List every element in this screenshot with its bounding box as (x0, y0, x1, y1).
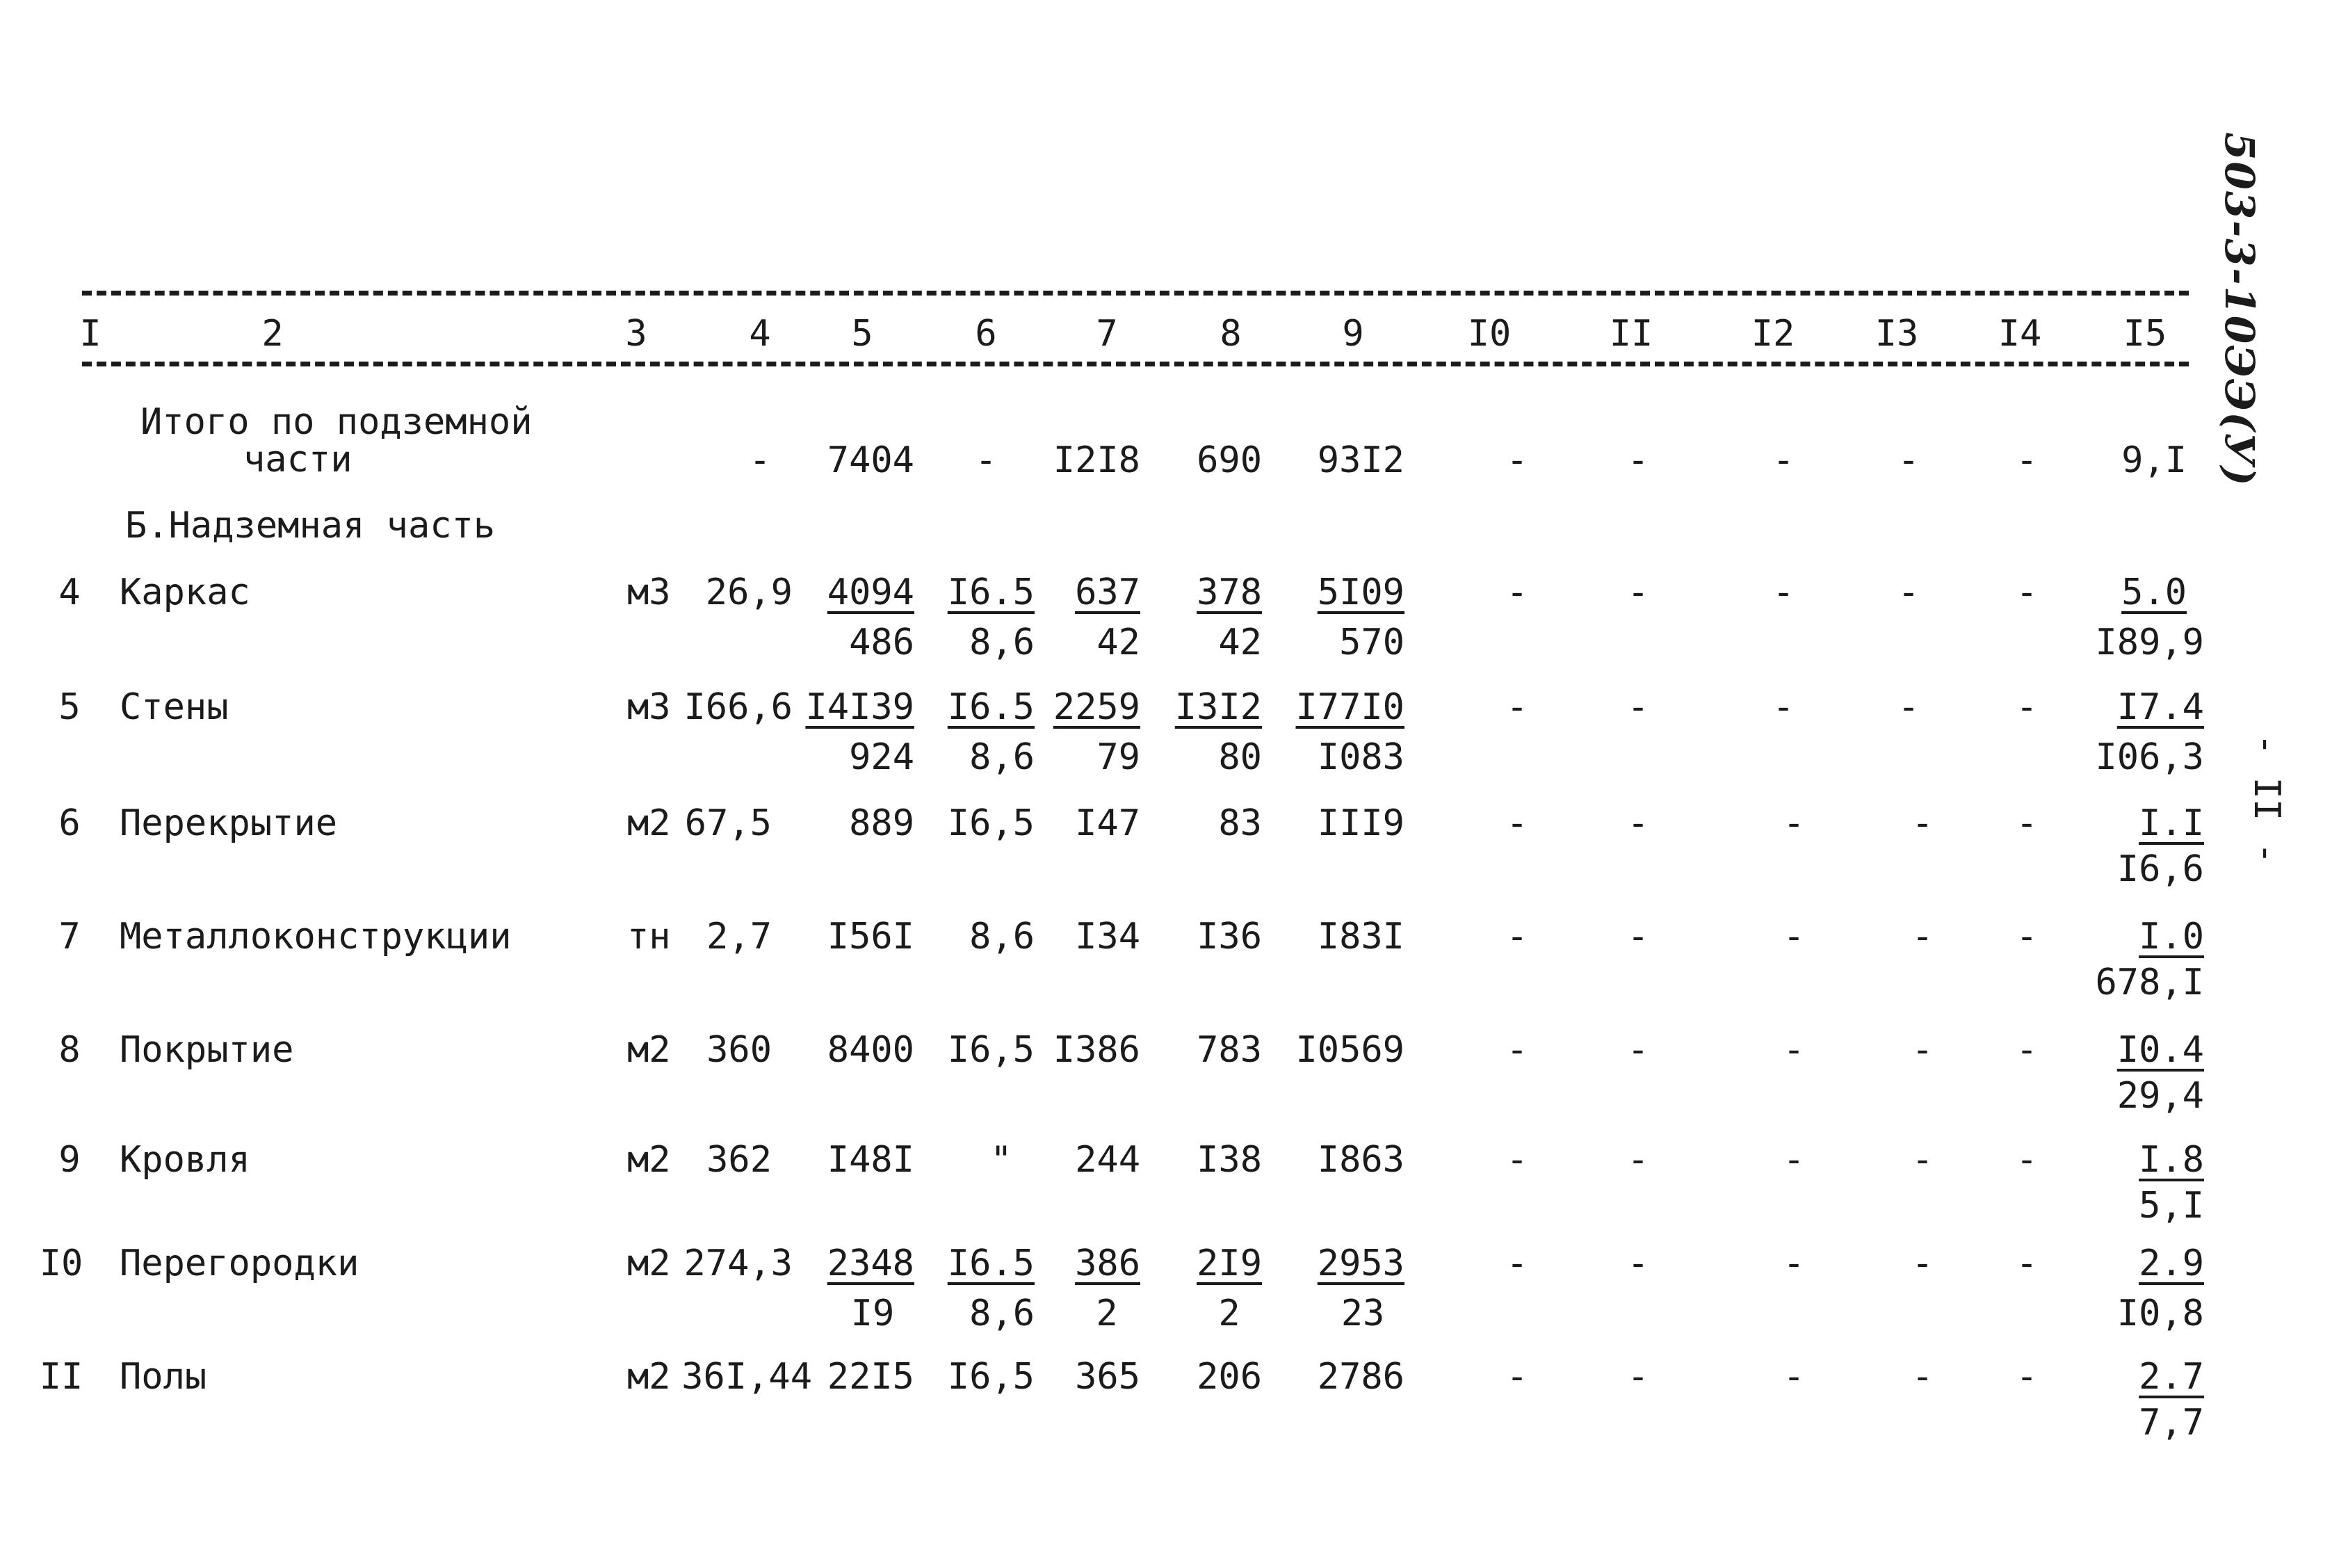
row-c11: - (1627, 1243, 1649, 1284)
column-header-1: I (79, 313, 102, 355)
row-c13: - (1911, 916, 1934, 957)
row-c15-bottom: I0,8 (2116, 1293, 2204, 1334)
row-number: 5 (58, 686, 81, 728)
row-c8-bottom: 80 (1218, 736, 1262, 778)
total-c14: - (2016, 439, 2038, 481)
row-c12: - (1783, 1356, 1805, 1398)
row-c9-top: 5I09 (1317, 572, 1404, 613)
column-header-4: 4 (749, 313, 771, 355)
total-label-line1: Итого по подземной (140, 401, 533, 443)
total-c4: - (749, 439, 771, 481)
total-c10: - (1506, 439, 1528, 481)
row-c13: - (1911, 1243, 1934, 1284)
total-c12: - (1772, 439, 1795, 481)
row-c15-top: I0.4 (2116, 1029, 2204, 1071)
column-header-13: I3 (1875, 313, 1919, 355)
row-number: 4 (58, 572, 81, 613)
row-unit: м2 (627, 1029, 671, 1071)
row-unit: м2 (627, 1243, 671, 1284)
row-c15-top: I.I (2139, 802, 2204, 844)
row-c6: I6,5 (947, 1356, 1035, 1398)
row-c6-bottom: 8,6 (969, 736, 1035, 778)
row-c15-bottom: I89,9 (2095, 622, 2204, 663)
row-c7: I386 (1053, 1029, 1140, 1071)
row-c5-bottom: 924 (849, 736, 914, 778)
document-code-stamp: 503-3-10ЭЭ(У) (2216, 132, 2263, 487)
row-c11: - (1627, 1139, 1649, 1181)
row-unit: м2 (627, 1356, 671, 1398)
row-c13: - (1897, 572, 1920, 613)
row-c9-bottom: I083 (1317, 736, 1404, 778)
row-c15-bottom: I6,6 (2116, 848, 2204, 890)
row-unit: м3 (627, 572, 671, 613)
page-number-label: - II - (2246, 734, 2288, 864)
row-c4: 274,3 (683, 1243, 793, 1284)
row-c12: - (1772, 686, 1795, 728)
row-c7: 365 (1075, 1356, 1140, 1398)
column-header-8: 8 (1220, 313, 1242, 355)
row-c5-bottom: I9 (850, 1293, 895, 1334)
row-c6: I6,5 (947, 1029, 1035, 1071)
row-name: Кровля (120, 1139, 250, 1181)
row-c8-bottom: 42 (1218, 622, 1262, 663)
section-title: Б.Надземная часть (125, 505, 496, 547)
row-c7-top: 2259 (1053, 686, 1140, 728)
row-c15-top: I.0 (2139, 916, 2204, 957)
row-c6: I6,5 (947, 802, 1035, 844)
column-header-5: 5 (851, 313, 873, 355)
row-c12: - (1772, 572, 1795, 613)
column-header-14: I4 (1998, 313, 2042, 355)
row-c6-top: I6.5 (947, 686, 1035, 728)
row-c8: I36 (1197, 916, 1262, 957)
row-c14: - (2016, 802, 2038, 844)
row-c5: 889 (849, 802, 914, 844)
column-header-15: I5 (2123, 313, 2167, 355)
row-number: 7 (58, 916, 81, 957)
row-number: 9 (58, 1139, 81, 1181)
row-c11: - (1627, 572, 1649, 613)
header-top-dashed-rule (82, 291, 2189, 296)
row-c7: 244 (1075, 1139, 1140, 1181)
row-c12: - (1783, 802, 1805, 844)
row-c9-top: 2953 (1317, 1243, 1404, 1284)
total-c8: 690 (1197, 439, 1262, 481)
column-header-9: 9 (1342, 313, 1364, 355)
row-c10: - (1506, 1356, 1528, 1398)
row-c12: - (1783, 1029, 1805, 1071)
row-c4: 2,7 (706, 916, 772, 957)
row-c10: - (1506, 686, 1528, 728)
row-c6-ditto: " (990, 1139, 1012, 1181)
row-c14: - (2016, 686, 2038, 728)
row-c6-bottom: 8,6 (969, 622, 1035, 663)
total-c7: I2I8 (1053, 439, 1140, 481)
row-unit: м2 (627, 802, 671, 844)
row-c10: - (1506, 916, 1528, 957)
row-c10: - (1506, 1139, 1528, 1181)
row-c5-top: 2348 (827, 1243, 914, 1284)
row-c12: - (1783, 916, 1805, 957)
column-header-7: 7 (1096, 313, 1118, 355)
row-c7-bottom: 79 (1096, 736, 1140, 778)
row-c15-bottom: 7,7 (2139, 1402, 2204, 1444)
total-c15: 9,I (2121, 439, 2187, 481)
row-c10: - (1506, 572, 1528, 613)
row-c5: 8400 (827, 1029, 914, 1071)
column-header-12: I2 (1751, 313, 1795, 355)
row-c4: I66,6 (683, 686, 793, 728)
row-c11: - (1627, 802, 1649, 844)
row-c5-top: I4I39 (805, 686, 914, 728)
row-number: 8 (58, 1029, 81, 1071)
row-c9: I83I (1317, 916, 1404, 957)
row-c10: - (1506, 802, 1528, 844)
row-c15-top: 2.9 (2139, 1243, 2204, 1284)
row-unit: м3 (627, 686, 671, 728)
row-c8: 206 (1197, 1356, 1262, 1398)
row-c10: - (1506, 1029, 1528, 1071)
row-c15-top: 5.0 (2121, 572, 2187, 613)
row-name: Стены (120, 686, 229, 728)
row-c7: I47 (1075, 802, 1140, 844)
row-c14: - (2016, 1029, 2038, 1071)
row-c4: 67,5 (684, 802, 772, 844)
row-c9-bottom: 570 (1339, 622, 1404, 663)
row-c12: - (1783, 1139, 1805, 1181)
row-number: II (39, 1356, 83, 1398)
row-c6-bottom: 8,6 (969, 1293, 1035, 1334)
header-bottom-dashed-rule (82, 362, 2189, 366)
column-header-3: 3 (625, 313, 647, 355)
row-name: Перекрытие (120, 802, 338, 844)
row-c15-bottom: 678,I (2095, 962, 2204, 1003)
total-c11: - (1627, 439, 1649, 481)
row-c12: - (1783, 1243, 1805, 1284)
row-c8-bottom: 2 (1218, 1293, 1240, 1334)
row-c8: I38 (1197, 1139, 1262, 1181)
row-c8-top: 378 (1197, 572, 1262, 613)
total-underground-label (140, 403, 533, 478)
row-c14: - (2016, 1243, 2038, 1284)
row-c14: - (2016, 1356, 2038, 1398)
row-name: Перегородки (120, 1243, 359, 1284)
row-c7-top: 637 (1075, 572, 1140, 613)
row-number: I0 (39, 1243, 83, 1284)
row-c11: - (1627, 1356, 1649, 1398)
row-c7-bottom: 42 (1096, 622, 1140, 663)
row-c6: 8,6 (969, 916, 1035, 957)
row-c5: I56I (827, 916, 914, 957)
row-unit: тн (627, 916, 671, 957)
row-c4: 36I,44 (681, 1356, 812, 1398)
column-header-10: I0 (1467, 313, 1512, 355)
row-unit: м2 (627, 1139, 671, 1181)
row-c5-top: 4094 (827, 572, 914, 613)
total-c6: - (975, 439, 997, 481)
row-c11: - (1627, 916, 1649, 957)
row-name: Металлоконструкции (120, 916, 512, 957)
total-c9: 93I2 (1317, 439, 1404, 481)
row-c7: I34 (1075, 916, 1140, 957)
row-c6-top: I6.5 (947, 572, 1035, 613)
row-c11: - (1627, 1029, 1649, 1071)
row-c9-top: I77I0 (1295, 686, 1404, 728)
row-c15-top: I.8 (2139, 1139, 2204, 1181)
row-c11: - (1627, 686, 1649, 728)
column-header-11: II (1609, 313, 1653, 355)
row-c5: I48I (827, 1139, 914, 1181)
row-c13: - (1911, 1356, 1934, 1398)
column-header-6: 6 (975, 313, 997, 355)
row-c9: 2786 (1317, 1356, 1404, 1398)
row-name: Каркас (120, 572, 250, 613)
row-c7-top: 386 (1075, 1243, 1140, 1284)
row-c14: - (2016, 916, 2038, 957)
row-c15-top: I7.4 (2116, 686, 2204, 728)
row-c13: - (1897, 686, 1920, 728)
row-c9: III9 (1317, 802, 1404, 844)
row-c8: 83 (1218, 802, 1262, 844)
row-c5-bottom: 486 (849, 622, 914, 663)
row-name: Полы (120, 1356, 207, 1398)
row-c4: 26,9 (705, 572, 793, 613)
row-c9: I0569 (1295, 1029, 1404, 1071)
row-name: Покрытие (120, 1029, 294, 1071)
row-c4: 362 (706, 1139, 772, 1181)
total-label-line2: части (243, 439, 353, 480)
row-c15-bottom: I06,3 (2095, 736, 2204, 778)
row-c7-bottom: 2 (1096, 1293, 1118, 1334)
row-number: 6 (58, 802, 81, 844)
row-c13: - (1911, 1139, 1934, 1181)
row-c14: - (2016, 1139, 2038, 1181)
row-c14: - (2016, 572, 2038, 613)
row-c8-top: I3I2 (1174, 686, 1262, 728)
column-header-2: 2 (261, 313, 284, 355)
row-c13: - (1911, 1029, 1934, 1071)
row-c8-top: 2I9 (1197, 1243, 1262, 1284)
row-c13: - (1911, 802, 1934, 844)
row-c5: 22I5 (827, 1356, 914, 1398)
row-c4: 360 (706, 1029, 772, 1071)
row-c8: 783 (1197, 1029, 1262, 1071)
row-c15-bottom: 29,4 (2116, 1075, 2204, 1117)
row-c9-bottom: 23 (1341, 1293, 1385, 1334)
row-c6-top: I6.5 (947, 1243, 1035, 1284)
row-c15-top: 2.7 (2139, 1356, 2204, 1398)
row-c15-bottom: 5,I (2139, 1185, 2204, 1227)
total-c5: 7404 (827, 439, 914, 481)
total-c13: - (1897, 439, 1920, 481)
row-c9: I863 (1317, 1139, 1404, 1181)
row-c10: - (1506, 1243, 1528, 1284)
